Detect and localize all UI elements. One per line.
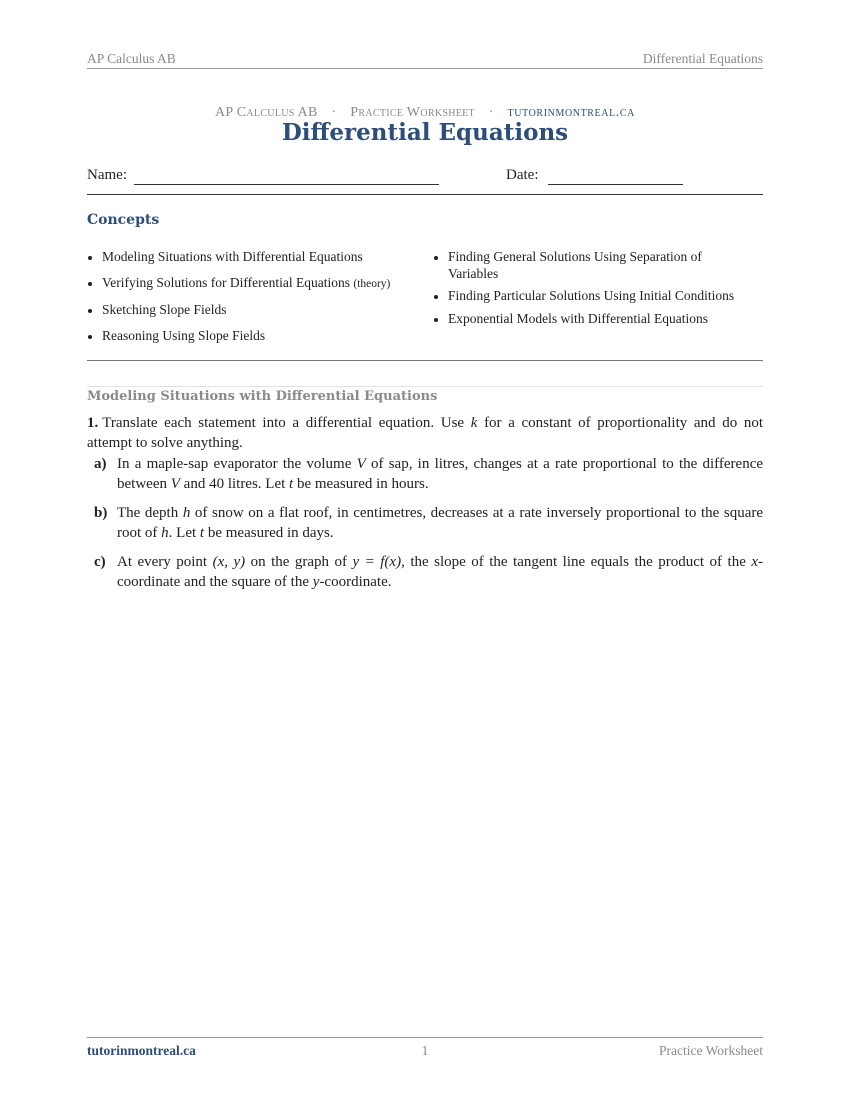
section-title: Modeling Situations with Differential Equations xyxy=(87,389,438,404)
concept-label: Modeling Situations with Differential Equations xyxy=(102,249,363,264)
problem-part-a xyxy=(87,455,763,494)
part-text: , the slope of the tangent line equals the product of the xyxy=(401,554,746,570)
problem-parts xyxy=(87,455,763,592)
part-text: of snow on a flat roof, in centimetres, decreases at a rate inversely proportional to the square root of xyxy=(117,505,764,541)
problem-part-c xyxy=(87,553,763,592)
part-text: on the graph of xyxy=(250,554,348,570)
concept-item xyxy=(433,311,743,328)
part-text: be measured in hours. xyxy=(296,475,429,492)
page-header xyxy=(87,50,763,69)
header-course: AP Calculus AB xyxy=(87,51,176,66)
footer-site: tutorinmontreal.ca xyxy=(87,1043,196,1058)
divider xyxy=(87,194,763,195)
concept-item xyxy=(87,302,422,319)
name-blank[interactable] xyxy=(134,184,439,185)
part-text: -coordinate. xyxy=(319,573,392,590)
part-label: c) xyxy=(94,554,106,570)
problem-prompt xyxy=(87,414,763,453)
part-text: be measured in days. xyxy=(207,524,334,541)
concept-item xyxy=(87,275,422,293)
problem-number: 1. xyxy=(87,415,99,431)
name-label: Name: xyxy=(87,167,127,183)
concepts-heading: Concepts xyxy=(87,212,160,228)
concept-label: Exponential Models with Differential Equations xyxy=(448,310,708,326)
section-divider xyxy=(87,386,763,387)
math-var: t xyxy=(199,524,205,541)
part-text: In a maple-sap evaporator the volume xyxy=(117,456,352,472)
math-var: (x, y) xyxy=(212,554,246,570)
divider xyxy=(87,360,763,361)
kicker-separator: · xyxy=(488,105,494,120)
part-text: -coordinate and the square of the xyxy=(117,554,764,590)
part-label: b) xyxy=(94,505,108,521)
math-var: y = f(x) xyxy=(352,554,402,570)
concept-item xyxy=(87,328,422,345)
date-label: Date: xyxy=(506,167,539,183)
concept-label: Finding General Solutions Using Separation of Variables xyxy=(448,249,702,281)
kicker-separator: · xyxy=(331,105,337,120)
page-number: 1 xyxy=(421,1043,429,1058)
part-text: . Let xyxy=(168,524,197,541)
kicker-course: AP Calculus AB xyxy=(214,105,318,120)
kicker-kind: Practice Worksheet xyxy=(350,105,475,120)
prompt-text: Translate each statement into a differential equation. Use xyxy=(102,415,465,431)
problem-1 xyxy=(87,414,763,602)
page-title: Differential Equations xyxy=(281,119,569,146)
concept-label: Verifying Solutions for Differential Equations xyxy=(102,275,350,290)
name-date-row xyxy=(87,165,763,189)
concept-item xyxy=(433,288,743,305)
prompt-text: for a constant of proportionality and do not attempt to solve anything. xyxy=(87,415,764,451)
concept-note: (theory) xyxy=(353,278,391,290)
concept-label: Finding Particular Solutions Using Initial Conditions xyxy=(448,288,735,303)
concepts-column-right xyxy=(433,249,743,333)
math-var: x xyxy=(751,554,759,570)
concept-item xyxy=(87,249,422,266)
concept-label: Reasoning Using Slope Fields xyxy=(102,328,266,343)
date-blank[interactable] xyxy=(548,184,683,185)
page-footer xyxy=(87,1037,763,1058)
math-var: V xyxy=(356,456,366,472)
footer-kind: Practice Worksheet xyxy=(659,1043,763,1058)
part-text: At every point xyxy=(117,554,208,570)
math-var: h xyxy=(182,505,191,521)
part-label: a) xyxy=(94,456,107,472)
part-text: and 40 litres. Let xyxy=(183,475,286,492)
math-var: y xyxy=(312,573,320,590)
problem-part-b xyxy=(87,504,763,543)
part-text: The depth xyxy=(117,505,179,521)
concepts-column-left xyxy=(87,249,422,354)
math-var: t xyxy=(289,475,294,492)
concept-label: Sketching Slope Fields xyxy=(102,302,227,317)
header-topic: Differential Equations xyxy=(642,51,763,66)
math-var: h xyxy=(161,524,169,541)
concept-item xyxy=(433,249,743,282)
math-var: V xyxy=(170,475,180,492)
math-var: k xyxy=(470,415,478,431)
kicker-site: tutorinmontreal.ca xyxy=(507,105,635,120)
part-text: of sap, in litres, changes at a rate proportional to the difference between xyxy=(117,456,764,492)
